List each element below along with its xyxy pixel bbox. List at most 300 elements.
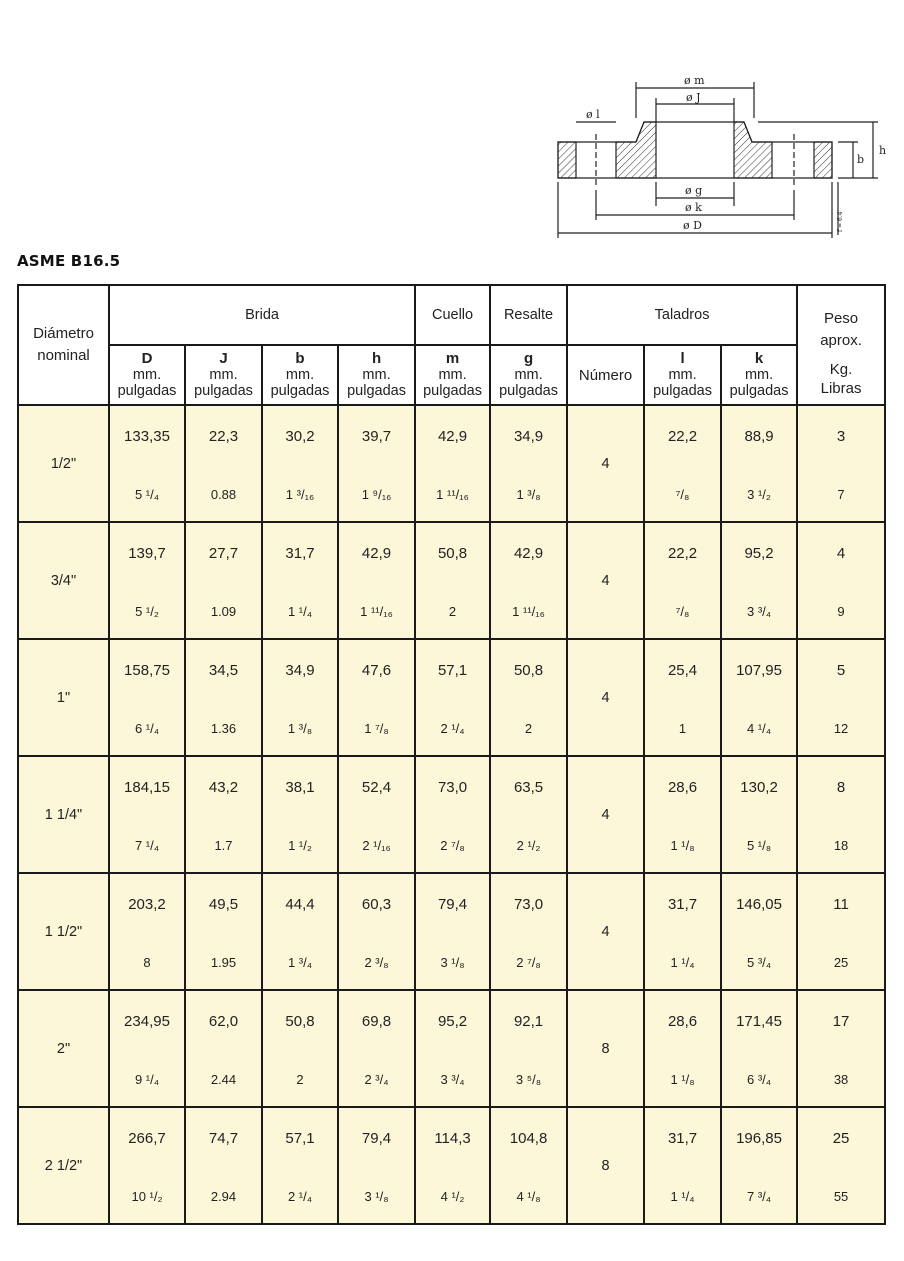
cell-b <box>262 639 338 756</box>
cell-h <box>338 522 415 639</box>
value-m-in: 3 ¹/₈ <box>440 955 465 970</box>
value-D-mm: 266,7 <box>128 1130 166 1147</box>
cell-h <box>338 756 415 873</box>
cell-b-values <box>263 874 337 989</box>
value-l-in: 1 ¹/₄ <box>670 955 695 970</box>
value-J-in: 2.94 <box>210 1189 237 1204</box>
cell-m <box>415 639 490 756</box>
value-k-in: 3 ¹/₂ <box>747 487 771 502</box>
value-peso-kg: 17 <box>832 1013 850 1030</box>
value-J-mm: 43,2 <box>208 779 239 796</box>
value-g-mm: 92,1 <box>513 1013 544 1030</box>
cell-numero: 4 <box>567 639 644 756</box>
cell-l-values <box>645 874 720 989</box>
cell-g-values <box>491 757 566 872</box>
cell-h-values <box>339 757 414 872</box>
cell-l <box>644 639 721 756</box>
cell-D-values <box>110 640 184 755</box>
header-cuello: Cuello <box>415 285 490 345</box>
cell-peso-values <box>798 523 884 638</box>
cell-J-values <box>186 640 261 755</box>
value-g-mm: 42,9 <box>513 545 544 562</box>
cell-k-values <box>722 757 796 872</box>
cell-k-values <box>722 991 796 1106</box>
value-peso-lb: 9 <box>837 604 845 619</box>
cell-l <box>644 873 721 990</box>
value-k-mm: 196,85 <box>736 1130 782 1147</box>
cell-D-values <box>110 1108 184 1223</box>
value-b-mm: 57,1 <box>285 1130 315 1147</box>
value-l-mm: 25,4 <box>667 662 698 679</box>
cell-h-values <box>339 640 414 755</box>
cell-g <box>490 639 567 756</box>
value-m-mm: 42,9 <box>437 428 468 445</box>
header-brida: Brida <box>109 285 415 345</box>
value-D-mm: 133,35 <box>124 428 170 445</box>
cell-m <box>415 405 490 522</box>
cell-l <box>644 990 721 1107</box>
cell-J <box>185 1107 262 1224</box>
value-J-in: 0.88 <box>210 487 237 502</box>
value-g-mm: 50,8 <box>513 662 544 679</box>
value-J-mm: 62,0 <box>208 1013 239 1030</box>
cell-g <box>490 873 567 990</box>
table-row <box>18 873 885 990</box>
value-g-in: 1 ³/₈ <box>516 487 541 502</box>
col-g: g mm. pulgadas <box>490 345 567 405</box>
cell-m-values <box>416 640 489 755</box>
value-peso-kg: 4 <box>836 545 846 562</box>
cell-l <box>644 522 721 639</box>
cell-D-values <box>110 406 184 521</box>
label-h: h <box>879 144 887 157</box>
cell-peso-values <box>798 874 884 989</box>
cell-g <box>490 1107 567 1224</box>
table-row <box>18 639 885 756</box>
header-peso: Peso aprox. Kg. Libras <box>797 285 885 405</box>
cell-l-values <box>645 1108 720 1223</box>
value-J-in: 1.95 <box>210 955 237 970</box>
table-row <box>18 990 885 1107</box>
cell-D <box>109 756 185 873</box>
value-m-mm: 95,2 <box>437 1013 468 1030</box>
value-h-mm: 79,4 <box>361 1130 392 1147</box>
cell-J <box>185 405 262 522</box>
cell-l-values <box>645 991 720 1106</box>
cell-D-values <box>110 991 184 1106</box>
cell-D <box>109 990 185 1107</box>
value-peso-lb: 55 <box>833 1189 849 1204</box>
cell-nominal: 2" <box>18 990 109 1107</box>
value-m-in: 2 ¹/₄ <box>440 721 465 736</box>
cell-m <box>415 990 490 1107</box>
value-J-mm: 34,5 <box>208 662 239 679</box>
cell-m-values <box>416 991 489 1106</box>
cell-k <box>721 756 797 873</box>
value-l-mm: 31,7 <box>667 1130 698 1147</box>
value-l-in: 1 <box>678 721 687 736</box>
value-peso-lb: 7 <box>837 487 845 502</box>
col-numero: Número <box>567 345 644 405</box>
cell-D-values <box>110 874 184 989</box>
value-k-mm: 146,05 <box>736 896 782 913</box>
cell-D-values <box>110 523 184 638</box>
value-D-in: 6 ¹/₄ <box>134 721 160 736</box>
value-D-mm: 158,75 <box>124 662 170 679</box>
cell-nominal: 1" <box>18 639 109 756</box>
value-D-in: 5 ¹/₄ <box>134 487 160 502</box>
value-peso-kg: 25 <box>832 1130 850 1147</box>
cell-J <box>185 522 262 639</box>
cell-k <box>721 873 797 990</box>
value-m-in: 2 <box>448 604 457 619</box>
value-J-mm: 27,7 <box>208 545 239 562</box>
table-row <box>18 522 885 639</box>
cell-b-values <box>263 406 337 521</box>
value-g-mm: 73,0 <box>513 896 544 913</box>
value-m-mm: 79,4 <box>437 896 468 913</box>
value-h-mm: 39,7 <box>361 428 392 445</box>
table-row <box>18 405 885 522</box>
label-k: ø k <box>685 201 702 214</box>
cell-m <box>415 1107 490 1224</box>
standard-title: ASME B16.5 <box>17 252 121 270</box>
table-row <box>18 1107 885 1224</box>
value-J-in: 2.44 <box>210 1072 237 1087</box>
cell-peso-values <box>798 406 884 521</box>
cell-peso-values <box>798 640 884 755</box>
value-k-mm: 88,9 <box>744 428 774 445</box>
cell-m <box>415 873 490 990</box>
value-h-in: 1 ¹¹/₁₆ <box>360 604 393 619</box>
value-D-in: 8 <box>143 955 151 970</box>
value-l-mm: 22,2 <box>667 545 698 562</box>
cell-h <box>338 639 415 756</box>
cell-h <box>338 405 415 522</box>
value-l-in: ⁷/₈ <box>675 487 690 502</box>
value-peso-lb: 38 <box>833 1072 849 1087</box>
cell-b <box>262 873 338 990</box>
cell-J-values <box>186 874 261 989</box>
value-b-in: 2 <box>296 1072 304 1087</box>
cell-J <box>185 990 262 1107</box>
value-J-in: 1.09 <box>210 604 237 619</box>
cell-b-values <box>263 991 337 1106</box>
cell-h-values <box>339 406 414 521</box>
value-J-mm: 74,7 <box>208 1130 239 1147</box>
cell-numero: 8 <box>567 1107 644 1224</box>
label-m: ø m <box>684 74 705 87</box>
value-b-in: 1 ¹/₂ <box>288 838 312 853</box>
flange-diagram <box>548 70 898 245</box>
cell-b <box>262 990 338 1107</box>
value-l-in: 1 ¹/₈ <box>670 838 695 853</box>
value-k-mm: 130,2 <box>740 779 778 796</box>
label-g: ø g <box>685 184 703 197</box>
cell-nominal: 3/4" <box>18 522 109 639</box>
label-J: ø J <box>686 91 701 104</box>
label-D: ø D <box>683 219 702 232</box>
value-peso-kg: 3 <box>836 428 846 445</box>
cell-J <box>185 639 262 756</box>
value-D-mm: 139,7 <box>128 545 166 562</box>
cell-k-values <box>722 874 796 989</box>
cell-peso-values <box>798 757 884 872</box>
value-l-in: 1 ¹/₄ <box>670 1189 695 1204</box>
value-peso-kg: 11 <box>833 896 849 913</box>
cell-g-values <box>491 1108 566 1223</box>
value-k-in: 6 ³/₄ <box>747 1072 772 1087</box>
value-l-mm: 28,6 <box>667 779 698 796</box>
cell-m-values <box>416 523 489 638</box>
cell-h-values <box>339 523 414 638</box>
cell-D <box>109 639 185 756</box>
cell-b-values <box>263 640 337 755</box>
cell-k-values <box>722 640 796 755</box>
cell-numero: 8 <box>567 990 644 1107</box>
label-f: f = 6.4 <box>837 211 844 232</box>
cell-g <box>490 522 567 639</box>
value-b-in: 1 ³/₄ <box>287 955 313 970</box>
table-row <box>18 756 885 873</box>
cell-m <box>415 756 490 873</box>
cell-k <box>721 990 797 1107</box>
value-g-mm: 104,8 <box>509 1130 548 1147</box>
cell-l <box>644 1107 721 1224</box>
cell-g-values <box>491 874 566 989</box>
cell-m-values <box>416 874 489 989</box>
cell-b <box>262 522 338 639</box>
table-body <box>18 405 885 1224</box>
value-b-in: 1 ³/₁₆ <box>285 487 315 502</box>
value-m-mm: 73,0 <box>437 779 468 796</box>
col-h: h mm. pulgadas <box>338 345 415 405</box>
cell-h <box>338 1107 415 1224</box>
cell-g-values <box>491 523 566 638</box>
cell-h-values <box>339 1108 414 1223</box>
value-h-in: 1 ⁷/₈ <box>364 721 389 736</box>
cell-k <box>721 1107 797 1224</box>
cell-J-values <box>186 757 261 872</box>
col-D: D mm. pulgadas <box>109 345 185 405</box>
value-b-mm: 44,4 <box>285 896 315 913</box>
value-b-mm: 31,7 <box>285 545 315 562</box>
cell-numero: 4 <box>567 405 644 522</box>
value-g-in: 2 ⁷/₈ <box>516 955 541 970</box>
cell-h <box>338 990 415 1107</box>
value-h-in: 2 ¹/₁₆ <box>362 838 391 853</box>
cell-nominal: 1/2" <box>18 405 109 522</box>
cell-D-values <box>110 757 184 872</box>
cell-m <box>415 522 490 639</box>
cell-peso <box>797 405 885 522</box>
value-J-mm: 49,5 <box>208 896 239 913</box>
value-peso-lb: 25 <box>833 955 849 970</box>
value-h-in: 1 ⁹/₁₆ <box>361 487 392 502</box>
cell-D <box>109 1107 185 1224</box>
value-k-mm: 95,2 <box>744 545 774 562</box>
value-h-in: 2 ³/₄ <box>364 1072 389 1087</box>
cell-g-values <box>491 991 566 1106</box>
cell-g <box>490 756 567 873</box>
cell-l-values <box>645 406 720 521</box>
cell-m-values <box>416 1108 489 1223</box>
cell-peso-values <box>798 1108 884 1223</box>
value-D-in: 5 ¹/₂ <box>135 604 159 619</box>
value-k-mm: 171,45 <box>736 1013 782 1030</box>
cell-J-values <box>186 523 261 638</box>
label-l: ø l <box>586 108 600 121</box>
header-taladros: Taladros <box>567 285 797 345</box>
value-k-in: 3 ³/₄ <box>747 604 772 619</box>
value-l-mm: 31,7 <box>667 896 698 913</box>
value-m-in: 4 ¹/₂ <box>440 1189 465 1204</box>
cell-k <box>721 639 797 756</box>
value-l-mm: 22,2 <box>667 428 698 445</box>
value-k-in: 5 ³/₄ <box>747 955 772 970</box>
value-D-mm: 203,2 <box>128 896 166 913</box>
cell-m-values <box>416 757 489 872</box>
value-g-in: 4 ¹/₈ <box>516 1189 541 1204</box>
cell-peso <box>797 639 885 756</box>
cell-nominal: 1 1/2" <box>18 873 109 990</box>
cell-peso <box>797 756 885 873</box>
cell-numero: 4 <box>567 522 644 639</box>
cell-h-values <box>339 874 414 989</box>
value-peso-kg: 8 <box>836 779 846 796</box>
cell-l-values <box>645 523 720 638</box>
flange-spec-table <box>17 284 886 1225</box>
cell-peso <box>797 1107 885 1224</box>
cell-b-values <box>263 523 337 638</box>
value-D-mm: 184,15 <box>124 779 170 796</box>
value-peso-kg: 5 <box>836 662 846 679</box>
value-l-in: ⁷/₈ <box>675 604 690 619</box>
value-h-mm: 42,9 <box>361 545 392 562</box>
value-l-in: 1 ¹/₈ <box>670 1072 695 1087</box>
cell-D <box>109 405 185 522</box>
value-peso-lb: 12 <box>833 721 849 736</box>
value-h-mm: 47,6 <box>361 662 392 679</box>
value-h-in: 3 ¹/₈ <box>364 1189 389 1204</box>
cell-numero: 4 <box>567 756 644 873</box>
cell-peso-values <box>798 991 884 1106</box>
value-g-in: 2 ¹/₂ <box>516 838 541 853</box>
cell-b-values <box>263 757 337 872</box>
value-m-in: 1 ¹¹/₁₆ <box>436 487 469 502</box>
col-b: b mm. pulgadas <box>262 345 338 405</box>
cell-l-values <box>645 640 720 755</box>
value-D-in: 7 ¹/₄ <box>134 838 160 853</box>
cell-l <box>644 756 721 873</box>
cell-peso <box>797 990 885 1107</box>
value-k-in: 4 ¹/₄ <box>747 721 772 736</box>
value-m-mm: 57,1 <box>437 662 468 679</box>
cell-nominal: 1 1/4" <box>18 756 109 873</box>
value-D-in: 10 ¹/₂ <box>131 1189 163 1204</box>
cell-h <box>338 873 415 990</box>
value-h-mm: 60,3 <box>361 896 392 913</box>
value-b-mm: 34,9 <box>285 662 315 679</box>
value-b-in: 2 ¹/₄ <box>287 1189 313 1204</box>
value-g-in: 1 ¹¹/₁₆ <box>512 604 545 619</box>
cell-k-values <box>722 1108 796 1223</box>
value-J-mm: 22,3 <box>208 428 239 445</box>
value-g-in: 3 ⁵/₈ <box>515 1072 542 1087</box>
value-D-in: 9 ¹/₄ <box>134 1072 160 1087</box>
col-l: l mm. pulgadas <box>644 345 721 405</box>
value-b-mm: 38,1 <box>285 779 315 796</box>
value-l-mm: 28,6 <box>667 1013 698 1030</box>
cell-nominal: 2 1/2" <box>18 1107 109 1224</box>
cell-b <box>262 1107 338 1224</box>
value-g-mm: 63,5 <box>513 779 544 796</box>
cell-g <box>490 990 567 1107</box>
label-b: b <box>857 153 865 166</box>
value-b-in: 1 ³/₈ <box>287 721 313 736</box>
cell-k-values <box>722 523 796 638</box>
value-h-mm: 52,4 <box>361 779 392 796</box>
cell-numero: 4 <box>567 873 644 990</box>
cell-b <box>262 756 338 873</box>
cell-g-values <box>491 640 566 755</box>
cell-D <box>109 522 185 639</box>
cell-l <box>644 405 721 522</box>
value-h-mm: 69,8 <box>361 1013 392 1030</box>
cell-J <box>185 756 262 873</box>
value-b-in: 1 ¹/₄ <box>287 604 313 619</box>
cell-g-values <box>491 406 566 521</box>
value-peso-lb: 18 <box>833 838 849 853</box>
cell-g <box>490 405 567 522</box>
header-resalte: Resalte <box>490 285 567 345</box>
value-h-in: 2 ³/₈ <box>364 955 389 970</box>
col-J: J mm. pulgadas <box>185 345 262 405</box>
value-g-mm: 34,9 <box>513 428 544 445</box>
cell-b <box>262 405 338 522</box>
cell-J-values <box>186 406 261 521</box>
cell-m-values <box>416 406 489 521</box>
cell-h-values <box>339 991 414 1106</box>
value-b-mm: 30,2 <box>285 428 315 445</box>
value-m-in: 2 ⁷/₈ <box>440 838 465 853</box>
value-g-in: 2 <box>524 721 533 736</box>
value-J-in: 1.7 <box>214 838 233 853</box>
value-k-in: 5 ¹/₈ <box>746 838 772 853</box>
value-m-in: 3 ³/₄ <box>440 1072 465 1087</box>
value-b-mm: 50,8 <box>285 1013 315 1030</box>
cell-k <box>721 522 797 639</box>
cell-J <box>185 873 262 990</box>
value-m-mm: 114,3 <box>434 1130 471 1147</box>
cell-b-values <box>263 1108 337 1223</box>
cell-J-values <box>186 1108 261 1223</box>
header-nominal: Diámetro nominal <box>18 285 109 405</box>
cell-k-values <box>722 406 796 521</box>
value-m-mm: 50,8 <box>437 545 468 562</box>
value-D-mm: 234,95 <box>124 1013 170 1030</box>
cell-D <box>109 873 185 990</box>
cell-l-values <box>645 757 720 872</box>
cell-peso <box>797 522 885 639</box>
cell-peso <box>797 873 885 990</box>
value-k-in: 7 ³/₄ <box>747 1189 772 1204</box>
value-J-in: 1.36 <box>210 721 237 736</box>
cell-k <box>721 405 797 522</box>
value-k-mm: 107,95 <box>736 662 782 679</box>
col-k: k mm. pulgadas <box>721 345 797 405</box>
col-m: m mm. pulgadas <box>415 345 490 405</box>
